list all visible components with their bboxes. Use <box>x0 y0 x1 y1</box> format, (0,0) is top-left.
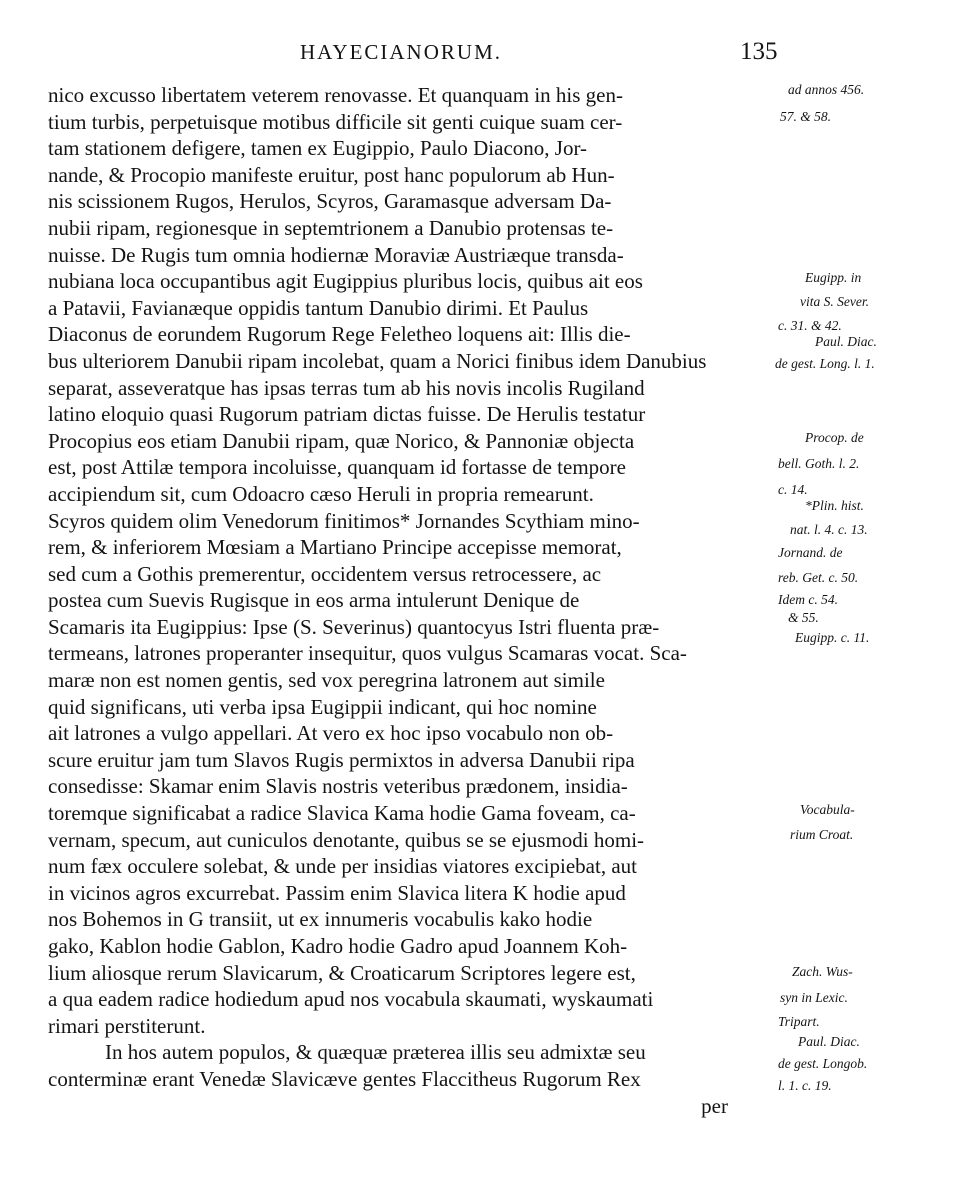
page-header <box>0 40 960 70</box>
text-line: rem, & inferiorem Mœsiam a Martiano Principe accepisse memorat, <box>48 535 622 560</box>
margin-note: Vocabula- <box>800 802 855 817</box>
text-line: Procopius eos etiam Danubii ripam, quæ Norico, & Pannoniæ objecta <box>48 428 635 453</box>
catchword: per <box>701 1093 728 1118</box>
margin-note: *Plin. hist. <box>805 498 864 513</box>
text-line: tam stationem defigere, tamen ex Eugippio, Paulo Diacono, Jor- <box>48 136 588 161</box>
margin-note: Paul. Diac. <box>815 334 877 349</box>
margin-note: c. 14. <box>778 482 808 497</box>
margin-note: bell. Goth. l. 2. <box>778 456 860 471</box>
text-line: separat, asseveratque has ipsas terras tum ab his novis incolis Rugiland <box>48 375 645 400</box>
margin-note: Idem c. 54. <box>778 592 838 607</box>
text-line: nis scissionem Rugos, Herulos, Scyros, Garamasque adversam Da- <box>48 189 612 214</box>
text-line: gako, Kablon hodie Gablon, Kadro hodie Gadro apud Joannem Koh- <box>48 934 628 958</box>
text-line: in vicinos agros excurrebat. Passim enim Slavica litera K hodie apud <box>48 880 626 905</box>
margin-note: vita S. Sever. <box>800 294 869 309</box>
text-line: Diaconus de eorundem Rugorum Rege Feletheo loquens ait: Illis die- <box>48 322 631 347</box>
page-number: 135 <box>740 38 778 65</box>
text-line: postea cum Suevis Rugisque in eos arma intulerunt Denique de <box>48 588 580 613</box>
text-line: consedisse: Skamar enim Slavis nostris veteribus prædonem, insidia- <box>48 774 628 799</box>
text-line: rimari perstiterunt. <box>48 1013 206 1038</box>
margin-note: Eugipp. in <box>805 270 862 285</box>
margin-note: 57. & 58. <box>780 109 832 124</box>
text-line: nubii ripam, regionesque in septemtrionem a Danubio protensas te- <box>48 215 614 240</box>
text-line: tium turbis, perpetuisque motibus difficile sit genti cuique suam cer- <box>48 109 623 134</box>
text-line: est, post Attilæ tempora incoluisse, quanquam id fortasse de tempore <box>48 455 626 480</box>
text-line: a Patavii, Favianæque oppidis tantum Danubio dirimi. Et Paulus <box>48 295 589 320</box>
margin-note: Jornand. de <box>778 545 843 560</box>
text-line: accipiendum sit, cum Odoacro cæso Heruli in propria remearunt. <box>48 481 594 506</box>
margin-note: rium Croat. <box>790 827 854 842</box>
text-line: In hos autem populos, & quæquæ præterea illis seu admixtæ seu <box>105 1040 646 1065</box>
text-line: nubiana loca occupantibus agit Eugippius pluribus locis, quibus ait eos <box>48 269 643 294</box>
text-line: sed cum a Gothis premerentur, occidentem versus retrocessere, ac <box>48 561 602 586</box>
text-line: termeans, latrones properanter insequitur, quos vulgus Scamaras vocat. Sca- <box>48 641 687 666</box>
margin-note: c. 31. & 42. <box>778 318 842 333</box>
text-line: nuisse. De Rugis tum omnia hodiernæ Moraviæ Austriæque transda- <box>48 242 624 267</box>
text-line: nande, & Procopio manifeste eruitur, post hanc populorum ab Hun- <box>48 162 615 187</box>
running-head: HAYECIANORUM. <box>300 40 502 64</box>
text-line: nico excusso libertatem veterem renovasse. Et quanquam in his gen- <box>48 83 623 107</box>
text-line: Scyros quidem olim Venedorum finitimos* Jornandes Scythiam mino- <box>48 508 640 533</box>
text-line: maræ non est nomen gentis, sed vox peregrina latronem aut simile <box>48 668 605 693</box>
margin-note: de gest. Long. l. 1. <box>775 356 875 371</box>
margin-note: reb. Get. c. 50. <box>778 570 859 585</box>
text-line: bus ulteriorem Danubii ripam incolebat, quam a Norici finibus idem Danubius <box>48 348 707 373</box>
margin-note: Paul. Diac. <box>798 1034 860 1049</box>
main-text <box>48 82 778 1119</box>
text-line: conterminæ erant Venedæ Slavicæve gentes Flaccitheus Rugorum Rex <box>48 1066 641 1091</box>
margin-note: Eugipp. c. 11. <box>795 630 870 645</box>
text-line: nos Bohemos in G transiit, ut ex innumeris vocabulis kako hodie <box>48 907 593 932</box>
text-line: ait latrones a vulgo appellari. At vero ex hoc ipso vocabulo non ob- <box>48 721 614 746</box>
text-line: scure eruitur jam tum Slavos Rugis permixtos in adversa Danubii ripa <box>48 747 635 772</box>
text-line: num fæx occulere solebat, & unde per insidias viatores excipiebat, aut <box>48 854 637 879</box>
margin-note: ad annos 456. <box>788 82 865 97</box>
margin-note: l. 1. c. 19. <box>778 1078 832 1093</box>
text-line: a qua eadem radice hodiedum apud nos vocabula skaumati, wyskaumati <box>48 987 654 1012</box>
text-line: toremque significabat a radice Slavica Kama hodie Gama foveam, ca- <box>48 801 636 826</box>
margin-note: nat. l. 4. c. 13. <box>790 522 868 537</box>
margin-note: syn in Lexic. <box>780 990 848 1005</box>
margin-note: de gest. Longob. <box>778 1056 868 1071</box>
margin-note: Tripart. <box>778 1014 820 1029</box>
text-line: lium aliosque rerum Slavicarum, & Croaticarum Scriptores legere est, <box>48 960 636 985</box>
text-line: latino eloquio quasi Rugorum patriam dictas fuisse. De Herulis testatur <box>48 402 646 427</box>
text-line: vernam, specum, aut cuniculos denotante, quibus se se ejusmodi homi- <box>48 827 645 852</box>
margin-note: Zach. Wus- <box>792 964 853 979</box>
text-line: quid significans, uti verba ipsa Eugippii indicant, qui hoc nomine <box>48 694 597 719</box>
margin-note: Procop. de <box>805 430 864 445</box>
text-line: Scamaris ita Eugippius: Ipse (S. Severinus) quantocyus Istri fluenta præ- <box>48 614 660 639</box>
margin-note: & 55. <box>788 610 819 625</box>
